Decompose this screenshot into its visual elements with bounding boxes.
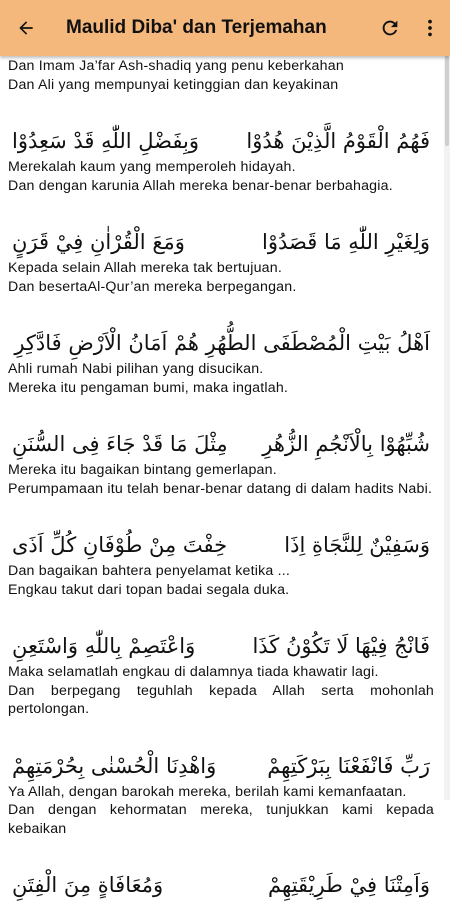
refresh-icon: [379, 17, 401, 39]
arabic-verse-second-half: وَاعْتَصِمْ بِاللّٰهِ وَاسْتَعِنِ: [12, 634, 196, 658]
translation-line: Ya Allah, dengan barokah mereka, berilah kami kemanfaatan.: [8, 783, 407, 800]
scrollbar-thumb[interactable]: [445, 56, 449, 146]
translation: [8, 360, 434, 403]
translation-line: Dan dengan karunia Allah mereka benar-benar berbahagia.: [8, 177, 393, 194]
arabic-verse-second-half: وَمُعَافَاةٍ مِنَ الْفِتَنِ: [12, 873, 164, 897]
arabic-verse: [8, 844, 434, 902]
arabic-verse-first-half: رَبِّ فَانْفَعْنَا بِبَرْكَتِهِمْ: [267, 753, 430, 778]
arabic-verse-first-half: وَسَفِيْنٌ لِلنَّجَاةِ اِذَا: [284, 533, 430, 557]
stanza: [0, 844, 442, 908]
stanza: [0, 100, 442, 201]
translation: [8, 902, 434, 908]
translation-line: Mereka itu pengaman bumi, maka ingatlah.: [8, 379, 289, 396]
arabic-verse: [8, 100, 434, 158]
translation-line: Dan berpegang teguhlah kepada Allah serta mohonlah pertolongan.: [8, 682, 434, 717]
stanza-list: [0, 100, 442, 908]
translation-line: Dan dengan kehormatan mereka, tunjukkan kami kepada kebaikan: [8, 802, 434, 837]
arabic-verse-first-half: وَاَمِتْنَا فِيْ طَرِيْقَتِهِمْ: [268, 873, 430, 897]
translation-line: Merekalah kaum yang memperoleh hidayah.: [8, 159, 296, 175]
arabic-verse-first-half: شُبِّهُوْا بِالْاَنْجُمِ الزُّهُرِ: [262, 432, 430, 456]
translation-line: Dan besertaAl-Qur’an mereka berpegangan.: [8, 278, 297, 295]
translation-line: Dan Ali yang mempunyai ketinggian dan keyakinan: [8, 76, 339, 93]
arabic-verse: [8, 403, 434, 461]
translation-line: Dan Imam Ja’far Ash-shadiq yang penu keberkahan: [8, 58, 344, 74]
translation-line: Mereka itu bagaikan bintang gemerlapan.: [8, 462, 277, 478]
translation: [8, 783, 434, 845]
translation-line: Kepada selain Allah mereka tak bertujuan.: [8, 260, 282, 276]
overflow-menu-button[interactable]: [410, 0, 450, 56]
more-vert-icon: [419, 17, 441, 39]
arabic-verse-first-half: اَهْلُ بَيْتِ الْمُصْطَفَى الطُّهُرِ هُمْ اَمَانُ الْاَرْضِ فَادَّكِرِ: [14, 331, 430, 355]
arabic-verse-second-half: وَمَعَ الْقُرْاٰنِ فِيْ قَرَنٍ: [12, 230, 185, 254]
content-scroll-area[interactable]: [0, 56, 442, 897]
arabic-verse-second-half: مِثْلَ مَا قَدْ جَاءَ فِى السُّنَنِ: [12, 432, 228, 456]
arabic-verse: [8, 504, 434, 562]
translation-line: Ahli rumah Nabi pilihan yang disucikan.: [8, 361, 264, 377]
stanza: [0, 403, 442, 504]
arabic-verse-first-half: فَانْجُ فِيْهَا لَا تَكُوْنُ كَذَا: [252, 634, 430, 658]
translation-line: Dan bagaikan bahtera penyelamat ketika ...: [8, 563, 291, 579]
stanza: [0, 504, 442, 605]
translation-line: Engkau takut dari topan badai segala duka.: [8, 581, 290, 598]
arabic-verse-second-half: وَاهْدِنَا الْحُسْنٰى بِحُرْمَتِهِمْ: [12, 753, 217, 778]
translation: [8, 158, 434, 201]
refresh-button[interactable]: [370, 0, 410, 56]
arabic-verse: [8, 605, 434, 663]
back-button[interactable]: [0, 0, 52, 56]
stanza: [0, 605, 442, 725]
arabic-verse-second-half: خِفْتَ مِنْ طُوْفَانِ كُلِّ اَذَى: [12, 533, 228, 557]
translation: [8, 461, 434, 504]
translation-line: Perumpamaan itu telah benar-benar datang di dalam hadits Nabi.: [8, 480, 433, 497]
translation: [8, 663, 434, 725]
scrollbar[interactable]: [444, 56, 450, 800]
stanza: [0, 201, 442, 302]
arabic-verse: [8, 302, 434, 360]
stanza: [0, 725, 442, 845]
arabic-verse: [8, 725, 434, 783]
arabic-verse: [8, 201, 434, 259]
arabic-verse-second-half: وَبِفَضْلِ اللّٰهِ قَدْ سَعِدُوْا: [12, 129, 199, 153]
arabic-verse-first-half: فَهُمُ الْقَوْمُ الَّذِيْنَ هُدُوْا: [246, 129, 430, 153]
arabic-verse-first-half: وَلِغَيْرِ اللّٰهِ مَا قَصَدُوْا: [262, 230, 430, 254]
app-bar: [0, 0, 450, 56]
top-lines: [0, 56, 442, 100]
arrow-back-icon: [16, 18, 36, 38]
page-title: Maulid Diba' dan Terjemahan: [66, 17, 327, 38]
translation-line: Maka selamatlah engkau di dalamnya tiada khawatir lagi.: [8, 664, 379, 680]
translation: [8, 562, 434, 605]
translation: [8, 259, 434, 302]
stanza: [0, 302, 442, 403]
